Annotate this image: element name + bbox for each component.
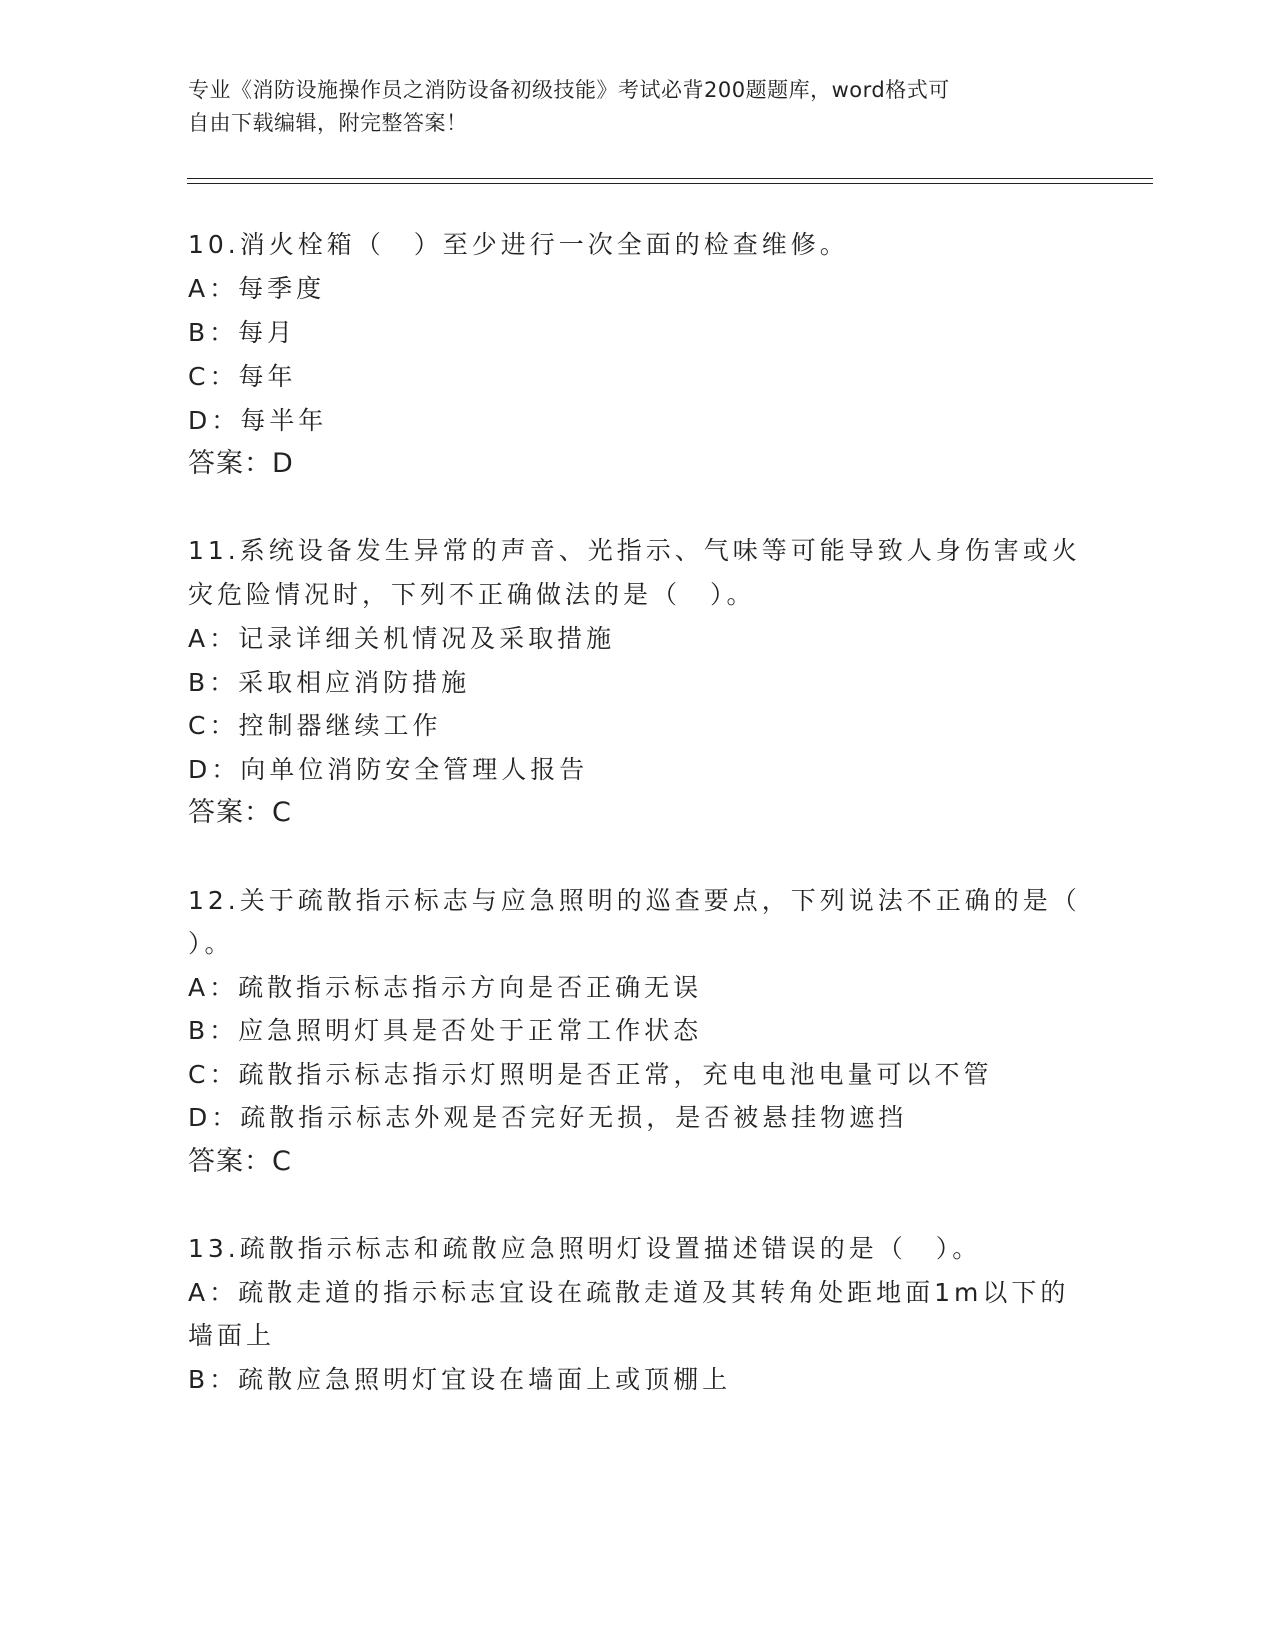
question-13-option-a-line-2: 墙面上 [188, 1321, 276, 1350]
question-11-option-a: A：记录详细关机情况及采取措施 [188, 624, 616, 653]
question-12-option-b: B：应急照明灯具是否处于正常工作状态 [188, 1016, 703, 1045]
question-12-option-c: C：疏散指示标志指示灯照明是否正常，充电电池电量可以不管 [188, 1060, 993, 1089]
header-divider-bottom [187, 183, 1153, 184]
question-11-stem-line-1: 11.系统设备发生异常的声音、光指示、气味等可能导致人身伤害或火 [188, 536, 1081, 565]
question-10-answer: 答案：D [188, 448, 294, 479]
question-12-stem-line-2: ）。 [188, 929, 234, 958]
question-10-option-d: D：每半年 [188, 406, 328, 435]
question-11-stem-line-2: 灾危险情况时，下列不正确做法的是（ ）。 [188, 580, 756, 609]
question-11-answer: 答案：C [188, 797, 292, 828]
question-10-option-c: C：每年 [188, 362, 297, 391]
question-10-option-a: A：每季度 [188, 274, 326, 303]
question-10-option-b: B：每月 [188, 318, 297, 347]
question-10-stem-line-1: 10.消火栓箱（ ）至少进行一次全面的检查维修。 [188, 230, 849, 259]
question-13-stem-line-1: 13.疏散指示标志和疏散应急照明灯设置描述错误的是（ ）。 [188, 1234, 982, 1263]
document-header [188, 74, 1068, 140]
header-divider-top [187, 178, 1153, 179]
question-11-option-d: D：向单位消防安全管理人报告 [188, 755, 589, 784]
header-line-1: 专业《消防设施操作员之消防设备初级技能》考试必背200题题库，word格式可 [188, 78, 950, 102]
header-line-2: 自由下载编辑，附完整答案！ [188, 111, 468, 135]
question-12-option-d: D：疏散指示标志外观是否完好无损，是否被悬挂物遮挡 [188, 1103, 908, 1132]
question-13-option-a-line-1: A：疏散走道的指示标志宜设在疏散走道及其转角处距地面1m以下的 [188, 1278, 1070, 1307]
question-12-stem-line-1: 12.关于疏散指示标志与应急照明的巡查要点，下列说法不正确的是（ [188, 886, 1081, 915]
question-12-option-a: A：疏散指示标志指示方向是否正确无误 [188, 973, 703, 1002]
question-12-answer: 答案：C [188, 1146, 292, 1177]
question-11-option-b: B：采取相应消防措施 [188, 668, 471, 697]
question-13-option-b: B：疏散应急照明灯宜设在墙面上或顶棚上 [188, 1365, 732, 1394]
question-11-option-c: C：控制器继续工作 [188, 711, 442, 740]
